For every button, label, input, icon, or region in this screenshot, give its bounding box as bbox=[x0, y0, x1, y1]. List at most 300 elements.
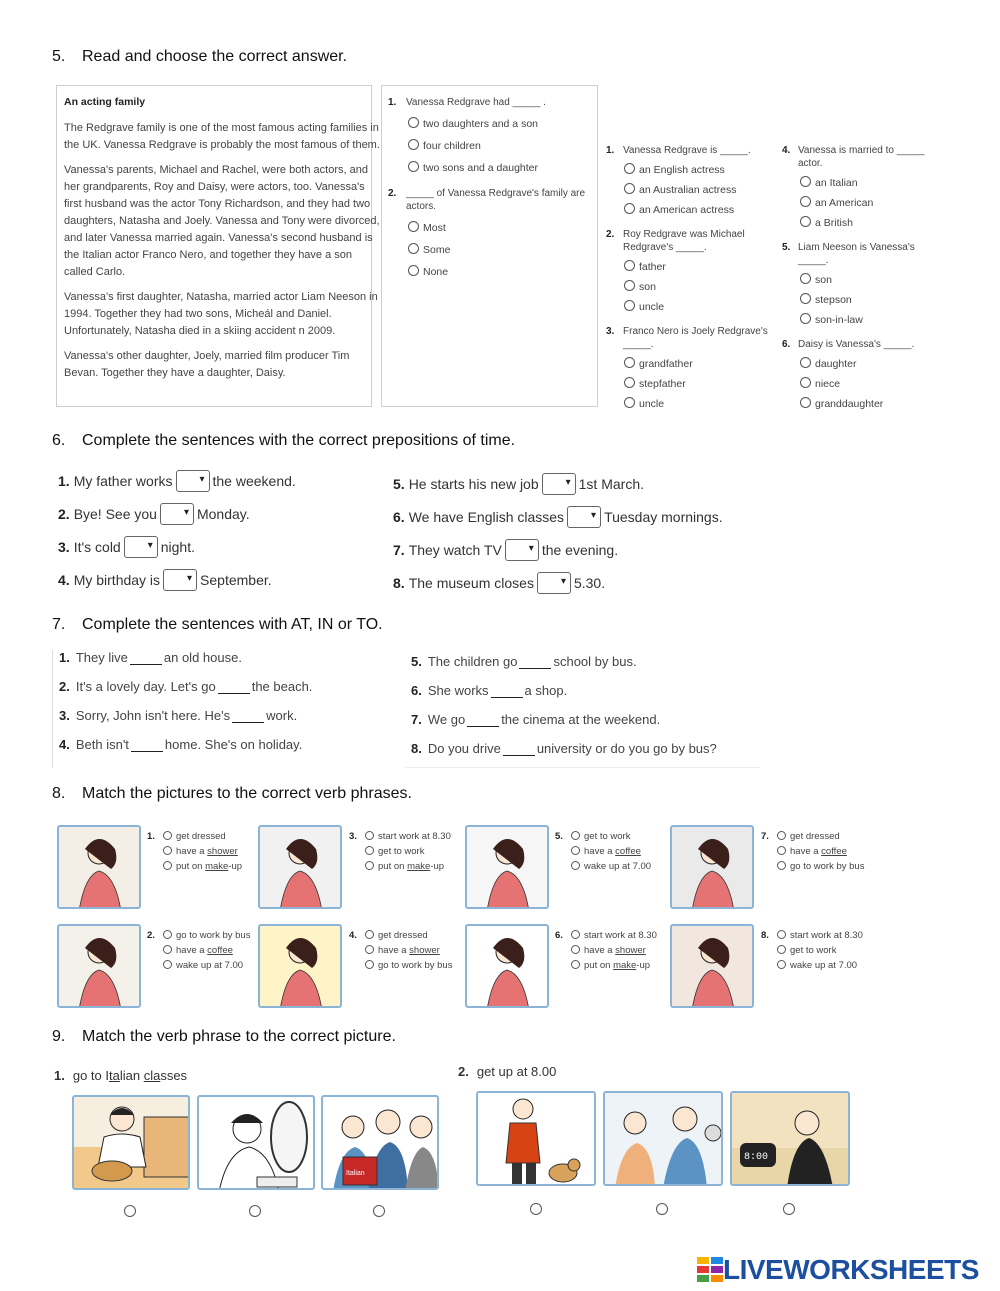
radio-button[interactable] bbox=[777, 930, 786, 939]
option-label: son bbox=[639, 281, 656, 293]
question-text bbox=[780, 241, 960, 254]
question-number: 6. bbox=[782, 339, 791, 350]
radio-button[interactable] bbox=[163, 831, 172, 840]
radio-button[interactable] bbox=[624, 183, 635, 194]
reading-line: Bevan. Together they have a daughter, Daisy. bbox=[64, 367, 286, 379]
reading-line: called Carlo. bbox=[64, 266, 126, 278]
radio-button[interactable] bbox=[408, 161, 419, 172]
answer-option[interactable] bbox=[800, 270, 960, 290]
s8-option[interactable] bbox=[349, 829, 469, 844]
s8-number: 1. bbox=[147, 831, 155, 842]
radio-button[interactable] bbox=[624, 163, 635, 174]
question-prompt: Liam Neeson is Vanessa's bbox=[798, 242, 915, 253]
sentence-before: They watch TV bbox=[408, 542, 502, 558]
option-text: wake up at 7.00 bbox=[584, 861, 652, 872]
reading-line: Unfortunately, Natasha died in a skiing accident n 2009. bbox=[64, 325, 336, 337]
option-text: go to work by bus bbox=[378, 960, 453, 971]
s8-option[interactable] bbox=[761, 943, 881, 958]
s8-option[interactable] bbox=[761, 928, 881, 943]
answer-option[interactable] bbox=[624, 180, 779, 200]
sentence-number: 8. bbox=[393, 575, 405, 591]
s8-option[interactable] bbox=[349, 928, 469, 943]
question-block bbox=[382, 187, 597, 283]
option-suffix: -up bbox=[430, 861, 445, 872]
s8-option[interactable] bbox=[761, 958, 881, 973]
radio-button[interactable] bbox=[571, 930, 580, 939]
question-prompt-cont: actor. bbox=[798, 158, 823, 169]
option-text: have a bbox=[176, 846, 208, 857]
s8-option[interactable] bbox=[349, 844, 469, 859]
question-text bbox=[604, 228, 779, 241]
radio-button[interactable] bbox=[408, 265, 419, 276]
radio-button[interactable] bbox=[800, 196, 811, 207]
option-label: an American actress bbox=[639, 204, 735, 216]
option-text: have a bbox=[378, 945, 410, 956]
option-label: two sons and a daughter bbox=[423, 162, 538, 174]
s9-picture-1b bbox=[197, 1095, 315, 1190]
s8-option[interactable] bbox=[555, 928, 675, 943]
option-keyword: shower bbox=[409, 945, 440, 956]
sentence-row bbox=[393, 572, 753, 605]
radio-button[interactable] bbox=[624, 397, 635, 408]
s8-number: 7. bbox=[761, 831, 769, 842]
sentence-before: Sorry, John isn't here. He's bbox=[75, 708, 231, 723]
sentence-number: 1. bbox=[58, 473, 70, 489]
section-5-heading: 5. Read and choose the correct answer. bbox=[52, 48, 348, 65]
answer-blank[interactable] bbox=[131, 738, 163, 752]
option-label: Most bbox=[423, 222, 446, 234]
section-8-heading: 8. Match the pictures to the correct verb phrases. bbox=[52, 785, 412, 802]
option-text: go to work by bus bbox=[790, 861, 865, 872]
answer-option[interactable] bbox=[408, 239, 597, 261]
radio-button[interactable] bbox=[365, 846, 374, 855]
radio-button[interactable] bbox=[163, 945, 172, 954]
preposition-dropdown[interactable] bbox=[537, 572, 571, 594]
option-text: get dressed bbox=[378, 930, 428, 941]
s8-number: 2. bbox=[147, 930, 155, 941]
radio-button[interactable] bbox=[163, 960, 172, 969]
section-7-heading: 7. Complete the sentences with AT, IN or TO. bbox=[52, 616, 383, 633]
answer-blank[interactable] bbox=[491, 684, 523, 698]
questions-column-b bbox=[780, 144, 960, 419]
s8-picture bbox=[465, 825, 549, 909]
radio-button[interactable] bbox=[163, 846, 172, 855]
answer-option[interactable] bbox=[800, 193, 960, 213]
answer-option[interactable] bbox=[800, 394, 960, 414]
s8-option[interactable] bbox=[761, 859, 881, 874]
question-text-cont bbox=[604, 241, 779, 254]
question-prompt: Vanessa Redgrave had _____ . bbox=[406, 97, 546, 108]
radio-button[interactable] bbox=[624, 377, 635, 388]
preposition-dropdown[interactable] bbox=[505, 539, 539, 561]
reading-line: daughters, Natasha and Joely. Vanessa and Tony were divorced, bbox=[64, 215, 380, 227]
option-label: father bbox=[639, 261, 666, 273]
option-suffix: -up bbox=[636, 960, 651, 971]
option-text: have a bbox=[176, 945, 208, 956]
radio-button[interactable] bbox=[408, 221, 419, 232]
option-label: son bbox=[815, 274, 832, 286]
s9-radio-2c[interactable] bbox=[783, 1203, 795, 1215]
question-prompt-cont: _____. bbox=[798, 255, 829, 266]
question-number: 5. bbox=[782, 242, 791, 253]
reading-text bbox=[64, 120, 380, 390]
radio-button[interactable] bbox=[365, 930, 374, 939]
option-label: two daughters and a son bbox=[423, 118, 538, 130]
sentence-after: the beach. bbox=[251, 679, 313, 694]
s8-option[interactable] bbox=[147, 928, 267, 943]
reading-paragraph bbox=[64, 162, 380, 281]
sentence-number: 7. bbox=[393, 542, 405, 558]
sentence-row bbox=[393, 473, 753, 506]
s9-radio-2a[interactable] bbox=[530, 1203, 542, 1215]
option-keyword: coffee bbox=[207, 945, 233, 956]
sentence-before: It's cold bbox=[73, 539, 121, 555]
options bbox=[780, 354, 960, 414]
s8-option[interactable] bbox=[147, 844, 267, 859]
s8-options bbox=[147, 829, 267, 874]
s9-radio-1b[interactable] bbox=[249, 1205, 261, 1217]
section-6-heading: 6. Complete the sentences with the correct prepositions of time. bbox=[52, 432, 516, 449]
sentence-number: 8. bbox=[411, 741, 422, 756]
radio-button[interactable] bbox=[624, 357, 635, 368]
radio-button[interactable] bbox=[777, 861, 786, 870]
preposition-dropdown[interactable] bbox=[542, 473, 576, 495]
answer-blank[interactable] bbox=[503, 742, 535, 756]
radio-button[interactable] bbox=[365, 861, 374, 870]
radio-button[interactable] bbox=[365, 960, 374, 969]
radio-button[interactable] bbox=[624, 300, 635, 311]
answer-blank[interactable] bbox=[218, 680, 250, 694]
sentence-row bbox=[58, 569, 378, 602]
s9-phrase-1: 1. go to Italian classes bbox=[54, 1068, 188, 1083]
sentence-number: 6. bbox=[393, 509, 405, 525]
question-text bbox=[780, 338, 960, 351]
option-text: put on bbox=[176, 861, 206, 872]
svg-text:Italian: Italian bbox=[346, 1170, 365, 1177]
question-prompt-cont: Redgrave's _____. bbox=[623, 242, 707, 253]
sentence-before: We go bbox=[427, 712, 466, 727]
s8-options bbox=[555, 928, 675, 973]
question-text bbox=[382, 187, 597, 200]
radio-button[interactable] bbox=[163, 861, 172, 870]
s8-option[interactable] bbox=[349, 859, 469, 874]
sentence-before: We have English classes bbox=[408, 509, 565, 525]
question-prompt: Franco Nero is Joely Redgrave's bbox=[623, 326, 768, 337]
s8-option[interactable] bbox=[555, 844, 675, 859]
sentence-before: Beth isn't bbox=[75, 737, 129, 752]
s8-option[interactable] bbox=[349, 943, 469, 958]
sentence-row bbox=[53, 737, 394, 766]
sentence-before: The children go bbox=[427, 654, 518, 669]
option-text: get dressed bbox=[176, 831, 226, 842]
preposition-dropdown[interactable] bbox=[160, 503, 194, 525]
answer-option[interactable] bbox=[800, 374, 960, 394]
question-text-cont bbox=[780, 254, 960, 267]
question-prompt: Daisy is Vanessa's _____. bbox=[798, 339, 915, 350]
sentence-before: My birthday is bbox=[73, 572, 161, 588]
s9-radio-1a[interactable] bbox=[124, 1205, 136, 1217]
sentence-after: the evening. bbox=[541, 542, 619, 558]
question-prompt: Vanessa Redgrave is _____. bbox=[623, 145, 751, 156]
sentence-number: 1. bbox=[59, 650, 70, 665]
answer-option[interactable] bbox=[624, 297, 779, 317]
s6-right-sentences bbox=[393, 473, 753, 605]
preposition-dropdown[interactable] bbox=[124, 536, 158, 558]
reading-line: 1994. Together they had two sons, Micheál and Daniel. bbox=[64, 308, 332, 320]
s8-picture bbox=[57, 924, 141, 1008]
s9-picture-2a bbox=[476, 1091, 596, 1186]
options bbox=[604, 257, 779, 317]
answer-option[interactable] bbox=[800, 354, 960, 374]
sentence-number: 3. bbox=[59, 708, 70, 723]
s8-options bbox=[349, 928, 469, 973]
reading-line: Vanessa's parents, Michael and Rachel, were both actors, and bbox=[64, 164, 368, 176]
answer-option[interactable] bbox=[624, 277, 779, 297]
sentence-after: September. bbox=[200, 572, 272, 588]
radio-button[interactable] bbox=[571, 945, 580, 954]
s8-option[interactable] bbox=[555, 958, 675, 973]
s8-option[interactable] bbox=[147, 943, 267, 958]
s9-picture-1c bbox=[321, 1095, 439, 1190]
questions-column-a bbox=[604, 144, 779, 419]
answer-option[interactable] bbox=[624, 374, 779, 394]
radio-button[interactable] bbox=[624, 280, 635, 291]
question-block bbox=[604, 325, 779, 414]
answer-option[interactable] bbox=[800, 290, 960, 310]
radio-button[interactable] bbox=[800, 397, 811, 408]
answer-option[interactable] bbox=[624, 394, 779, 414]
s8-picture bbox=[670, 825, 754, 909]
sentence-before: Do you drive bbox=[427, 741, 501, 756]
option-label: granddaughter bbox=[815, 398, 884, 410]
s8-option[interactable] bbox=[147, 958, 267, 973]
sentence-row bbox=[58, 536, 378, 569]
sentence-after: night. bbox=[160, 539, 195, 555]
question-number: 3. bbox=[606, 326, 615, 337]
option-label: None bbox=[423, 266, 449, 278]
radio-button[interactable] bbox=[624, 203, 635, 214]
s8-option[interactable] bbox=[349, 958, 469, 973]
radio-button[interactable] bbox=[800, 293, 811, 304]
option-text: start work at 8.30 bbox=[378, 831, 451, 842]
sentence-after: the weekend. bbox=[212, 473, 296, 489]
radio-button[interactable] bbox=[800, 313, 811, 324]
question-prompt: _____ of Vanessa Redgrave's family are bbox=[406, 188, 586, 199]
answer-option[interactable] bbox=[624, 354, 779, 374]
reading-paragraph bbox=[64, 289, 378, 340]
radio-button[interactable] bbox=[800, 377, 811, 388]
sentence-number: 2. bbox=[58, 506, 70, 522]
radio-button[interactable] bbox=[777, 846, 786, 855]
s8-match-grid bbox=[0, 815, 1000, 1015]
answer-option[interactable] bbox=[624, 160, 779, 180]
question-text-cont bbox=[382, 200, 597, 213]
radio-button[interactable] bbox=[800, 273, 811, 284]
sentence-after: school by bus. bbox=[553, 654, 637, 669]
s9-radio-2b[interactable] bbox=[656, 1203, 668, 1215]
s8-option[interactable] bbox=[555, 943, 675, 958]
sentence-row bbox=[53, 650, 394, 679]
radio-button[interactable] bbox=[571, 831, 580, 840]
answer-option[interactable] bbox=[624, 257, 779, 277]
question-block bbox=[780, 338, 960, 414]
s9-radio-1c[interactable] bbox=[373, 1205, 385, 1217]
question-number: 2. bbox=[606, 229, 615, 240]
question-block bbox=[382, 96, 597, 179]
radio-button[interactable] bbox=[408, 139, 419, 150]
question-text-cont bbox=[780, 157, 960, 170]
option-label: an American bbox=[815, 197, 874, 209]
option-label: uncle bbox=[639, 301, 665, 313]
question-block bbox=[780, 144, 960, 233]
sentence-number: 3. bbox=[58, 539, 70, 555]
sentence-number: 5. bbox=[393, 476, 405, 492]
questions-panel bbox=[381, 85, 598, 407]
option-text: get to work bbox=[378, 846, 425, 857]
s7-right-sentences bbox=[405, 654, 760, 768]
s8-option[interactable] bbox=[555, 859, 675, 874]
answer-option[interactable] bbox=[408, 261, 597, 283]
reading-title: An acting family bbox=[64, 96, 146, 108]
option-label: daughter bbox=[815, 358, 857, 370]
radio-button[interactable] bbox=[624, 260, 635, 271]
reading-passage-panel bbox=[56, 85, 380, 407]
sentence-before: It's a lovely day. Let's go bbox=[75, 679, 216, 694]
option-suffix: -up bbox=[228, 861, 243, 872]
s8-number: 6. bbox=[555, 930, 563, 941]
sentence-before: They live bbox=[75, 650, 128, 665]
question-block bbox=[604, 144, 779, 220]
sentence-after: an old house. bbox=[163, 650, 242, 665]
answer-option[interactable] bbox=[408, 113, 597, 135]
s9-phrase-2: 2. get up at 8.00 bbox=[458, 1064, 557, 1079]
s8-picture bbox=[57, 825, 141, 909]
sentence-before: She works bbox=[427, 683, 489, 698]
radio-button[interactable] bbox=[571, 846, 580, 855]
sentence-row bbox=[405, 712, 760, 741]
sentence-row bbox=[405, 741, 760, 770]
s8-option[interactable] bbox=[147, 859, 267, 874]
radio-button[interactable] bbox=[365, 831, 374, 840]
answer-option[interactable] bbox=[408, 135, 597, 157]
option-text: put on bbox=[584, 960, 614, 971]
answer-blank[interactable] bbox=[232, 709, 264, 723]
answer-option[interactable] bbox=[800, 173, 960, 193]
answer-blank[interactable] bbox=[130, 651, 162, 665]
option-label: four children bbox=[423, 140, 481, 152]
reading-paragraph bbox=[64, 348, 370, 382]
sentence-number: 6. bbox=[411, 683, 422, 698]
option-label: an English actress bbox=[639, 164, 725, 176]
question-text bbox=[604, 144, 779, 157]
s9-picture-2b bbox=[603, 1091, 723, 1186]
radio-button[interactable] bbox=[800, 216, 811, 227]
question-number: 4. bbox=[782, 145, 791, 156]
s8-option[interactable] bbox=[761, 844, 881, 859]
sentence-number: 2. bbox=[59, 679, 70, 694]
s9-picture-2c bbox=[730, 1091, 850, 1186]
options bbox=[780, 173, 960, 233]
option-text: start work at 8.30 bbox=[584, 930, 657, 941]
radio-button[interactable] bbox=[571, 861, 580, 870]
options bbox=[382, 113, 597, 179]
sentence-row bbox=[58, 470, 378, 503]
s8-option[interactable] bbox=[147, 829, 267, 844]
sentence-row bbox=[405, 654, 760, 683]
answer-option[interactable] bbox=[624, 200, 779, 220]
question-block bbox=[780, 241, 960, 330]
sentence-before: My father works bbox=[73, 473, 173, 489]
s8-option[interactable] bbox=[761, 829, 881, 844]
option-text: get to work bbox=[790, 945, 837, 956]
answer-option[interactable] bbox=[408, 157, 597, 179]
option-label: son-in-law bbox=[815, 314, 863, 326]
radio-button[interactable] bbox=[777, 945, 786, 954]
options bbox=[604, 354, 779, 414]
s8-number: 4. bbox=[349, 930, 357, 941]
reading-line: and later Vanessa married again. Vanessa's second husband is bbox=[64, 232, 373, 244]
radio-button[interactable] bbox=[777, 831, 786, 840]
answer-blank[interactable] bbox=[519, 655, 551, 669]
radio-button[interactable] bbox=[365, 945, 374, 954]
option-keyword: shower bbox=[207, 846, 238, 857]
option-keyword: make bbox=[613, 960, 637, 971]
radio-button[interactable] bbox=[163, 930, 172, 939]
s8-number: 3. bbox=[349, 831, 357, 842]
question-prompt-cont: actors. bbox=[406, 201, 437, 212]
option-label: grandfather bbox=[639, 358, 693, 370]
sentence-before: He starts his new job bbox=[408, 476, 539, 492]
sentence-after: work. bbox=[266, 708, 298, 723]
reading-line: Vanessa's other daughter, Joely, married film producer Tim bbox=[64, 350, 350, 362]
radio-button[interactable] bbox=[408, 117, 419, 128]
question-prompt: Vanessa is married to _____ bbox=[798, 145, 925, 156]
s8-options bbox=[349, 829, 469, 874]
option-keyword: make bbox=[205, 861, 229, 872]
answer-option[interactable] bbox=[800, 213, 960, 233]
s8-number: 5. bbox=[555, 831, 563, 842]
s8-picture bbox=[670, 924, 754, 1008]
radio-button[interactable] bbox=[408, 243, 419, 254]
preposition-dropdown[interactable] bbox=[567, 506, 601, 528]
preposition-dropdown[interactable] bbox=[176, 470, 210, 492]
question-prompt: Roy Redgrave was Michael bbox=[623, 229, 745, 240]
question-number: 1. bbox=[606, 145, 615, 156]
option-text: put on bbox=[378, 861, 408, 872]
s8-option[interactable] bbox=[555, 829, 675, 844]
answer-blank[interactable] bbox=[467, 713, 499, 727]
option-text: wake up at 7.00 bbox=[176, 960, 244, 971]
option-label: stepfather bbox=[639, 378, 686, 390]
preposition-dropdown[interactable] bbox=[163, 569, 197, 591]
question-text-cont bbox=[604, 338, 779, 351]
option-text: have a bbox=[584, 846, 616, 857]
logo-icon bbox=[697, 1257, 725, 1283]
option-label: niece bbox=[815, 378, 841, 390]
option-label: uncle bbox=[639, 398, 665, 410]
s8-picture bbox=[258, 924, 342, 1008]
answer-option[interactable] bbox=[800, 310, 960, 330]
radio-button[interactable] bbox=[571, 960, 580, 969]
option-label: Some bbox=[423, 244, 451, 256]
reading-line: the Italian actor Franco Nero, and together they have a son bbox=[64, 249, 353, 261]
option-text: have a bbox=[584, 945, 616, 956]
s8-options bbox=[147, 928, 267, 973]
answer-option[interactable] bbox=[408, 217, 597, 239]
radio-button[interactable] bbox=[800, 176, 811, 187]
radio-button[interactable] bbox=[777, 960, 786, 969]
radio-button[interactable] bbox=[800, 357, 811, 368]
